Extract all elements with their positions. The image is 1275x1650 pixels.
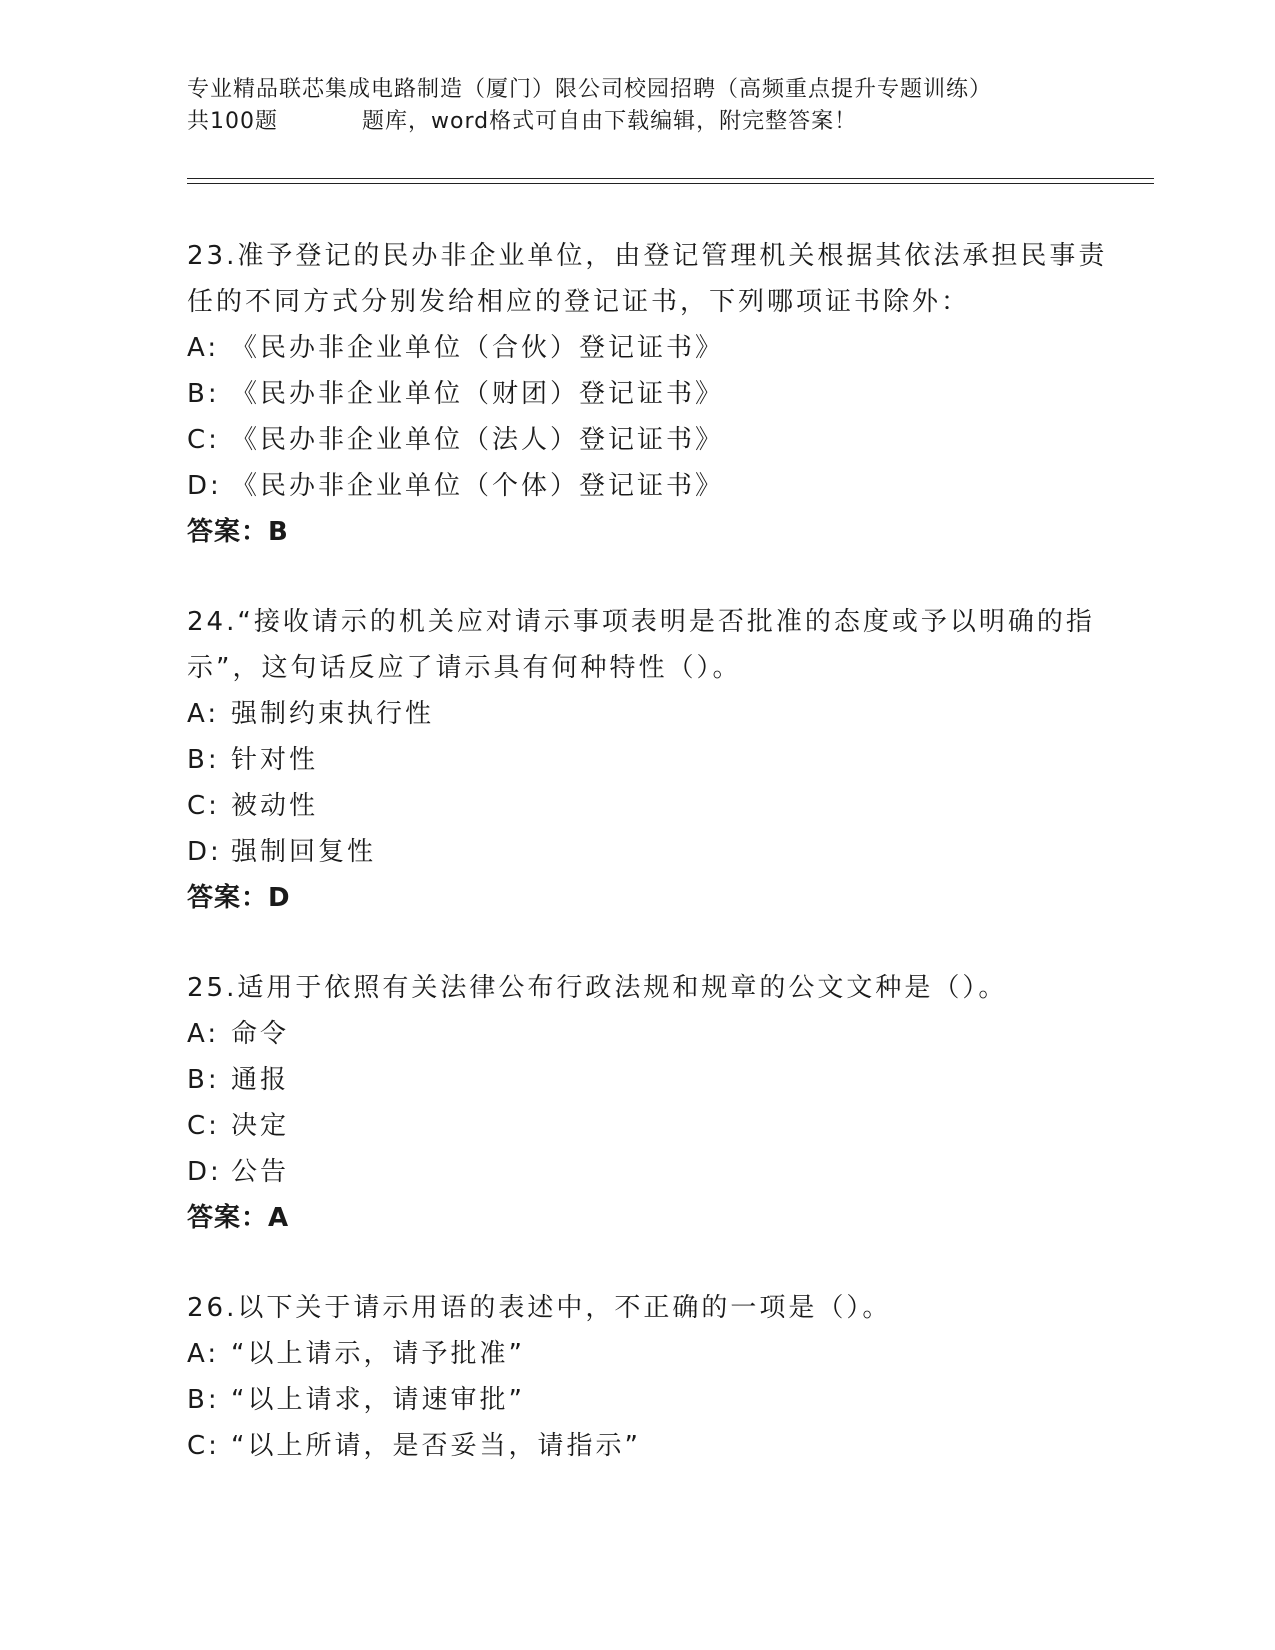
option-c [187, 1423, 1127, 1469]
option-text: “以上请示，请予批准” [231, 1339, 525, 1369]
header-divider-bottom [187, 183, 1154, 184]
answer-label: 答案：D [187, 883, 291, 913]
option-b [187, 1377, 1127, 1423]
option-a [187, 691, 1127, 737]
option-text: 通报 [231, 1065, 290, 1095]
option-a [187, 325, 1127, 371]
option-b [187, 1057, 1127, 1103]
question-23 [187, 233, 1127, 555]
option-letter: A: [187, 699, 220, 729]
option-letter: B: [187, 1065, 220, 1095]
answer-label: 答案：B [187, 517, 289, 547]
option-text: 《民办非企业单位（合伙）登记证书》 [231, 333, 725, 363]
option-letter: C: [187, 1111, 220, 1141]
option-d [187, 829, 1127, 875]
option-d [187, 1149, 1127, 1195]
option-a [187, 1011, 1127, 1057]
document-header [187, 74, 1147, 138]
option-letter: D: [187, 1157, 222, 1187]
option-text: 被动性 [231, 791, 319, 821]
question-list [187, 233, 1127, 1513]
option-text: 《民办非企业单位（个体）登记证书》 [231, 471, 725, 501]
option-text: “以上所请，是否妥当，请指示” [231, 1431, 641, 1461]
option-text: 命令 [231, 1019, 290, 1049]
option-text: 公告 [231, 1157, 290, 1187]
option-b [187, 371, 1127, 417]
option-letter: C: [187, 791, 220, 821]
document-description: 题库，word格式可自由下载编辑，附完整答案！ [362, 109, 858, 134]
document-title: 专业精品联芯集成电路制造（厦门）限公司校园招聘（高频重点提升专题训练） [187, 77, 993, 102]
question-24 [187, 599, 1127, 921]
option-d [187, 463, 1127, 509]
answer-label: 答案：A [187, 1203, 290, 1233]
option-letter: C: [187, 425, 220, 455]
option-text: 决定 [231, 1111, 290, 1141]
option-letter: D: [187, 837, 222, 867]
option-text: 针对性 [231, 745, 319, 775]
option-letter: A: [187, 1339, 220, 1369]
option-text: “以上请求，请速审批” [231, 1385, 525, 1415]
option-b [187, 737, 1127, 783]
question-text: 26.以下关于请示用语的表述中，不正确的一项是（）。 [187, 1293, 892, 1323]
option-text: 《民办非企业单位（财团）登记证书》 [231, 379, 725, 409]
question-text: 24.“接收请示的机关应对请示事项表明是否批准的态度或予以明确的指示”，这句话反应了请示具有何种特性（）。 [187, 607, 1095, 683]
option-letter: B: [187, 1385, 220, 1415]
option-c [187, 1103, 1127, 1149]
option-letter: C: [187, 1431, 220, 1461]
option-a [187, 1331, 1127, 1377]
question-text: 23.准予登记的民办非企业单位，由登记管理机关根据其依法承担民事责任的不同方式分别发给相应的登记证书，下列哪项证书除外： [187, 241, 1108, 317]
option-letter: A: [187, 1019, 220, 1049]
header-divider-top [187, 178, 1154, 179]
question-text: 25.适用于依照有关法律公布行政法规和规章的公文文种是（）。 [187, 973, 1008, 1003]
option-letter: A: [187, 333, 220, 363]
option-c [187, 783, 1127, 829]
question-25 [187, 965, 1127, 1241]
option-letter: D: [187, 471, 222, 501]
option-letter: B: [187, 745, 220, 775]
option-letter: B: [187, 379, 220, 409]
option-text: 强制约束执行性 [231, 699, 435, 729]
question-26 [187, 1285, 1127, 1469]
option-c [187, 417, 1127, 463]
document-subtitle [187, 106, 1147, 138]
option-text: 《民办非企业单位（法人）登记证书》 [231, 425, 725, 455]
question-count: 共100题 [187, 109, 278, 134]
option-text: 强制回复性 [231, 837, 377, 867]
